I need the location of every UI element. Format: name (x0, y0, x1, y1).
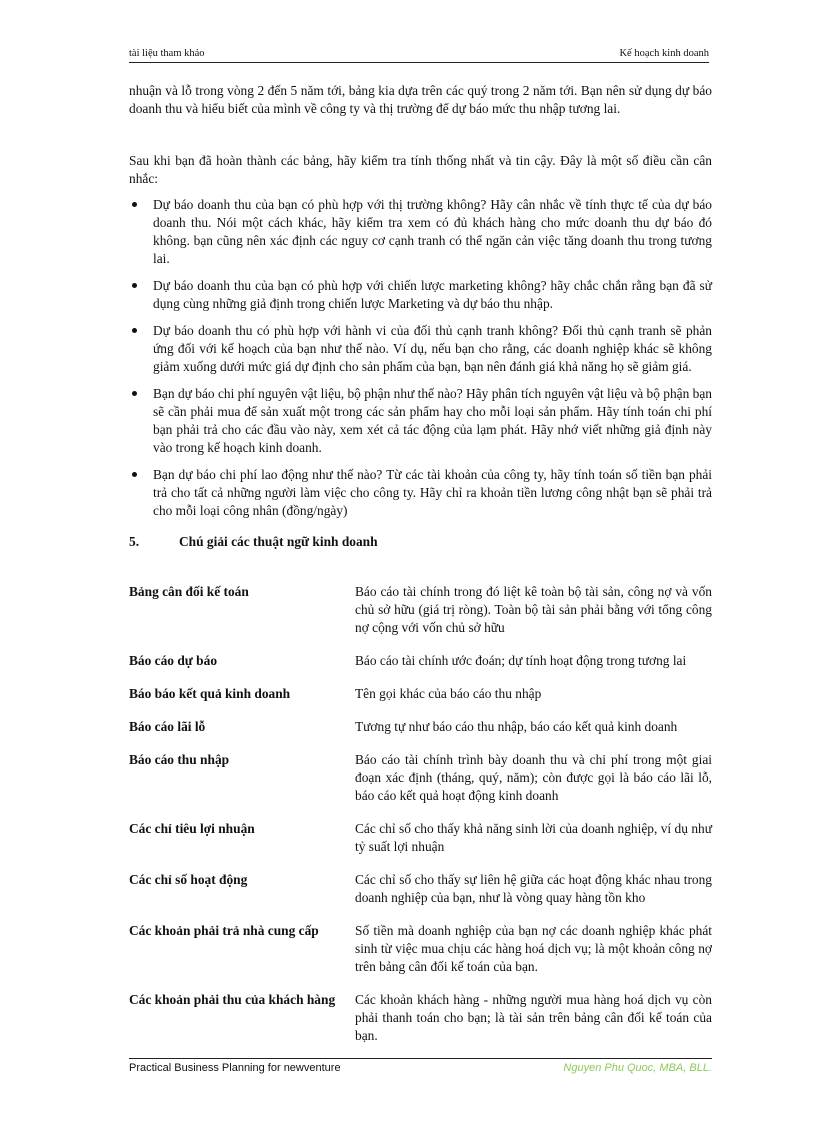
glossary-definition: Các chỉ số cho thấy sự liên hệ giữa các hoạt động khác nhau trong doanh nghiệp của bạn, như là vòng quay hàng tồn kho (355, 872, 712, 905)
glossary-definition: Tên gọi khác của báo cáo thu nhập (355, 686, 542, 701)
lead-paragraph: Sau khi bạn đã hoàn thành các bảng, hãy kiểm tra tính thống nhất và tin cậy. Đây là một số điều cần cân nhắc: (129, 153, 712, 186)
consideration-list (129, 196, 712, 520)
section-heading (129, 533, 712, 551)
bullet-icon (132, 391, 137, 396)
list-item (129, 322, 712, 376)
list-item-text: Bạn dự báo chi phí nguyên vật liệu, bộ phận như thế nào? Hãy phân tích nguyên vật liệu và bộ phận bạn sẽ cần phải mua để sản xuất một trong các sản phẩm hay cho mỗi loại sản phẩm. Hãy tính toán chi phí bạn phải trả cho các đầu vào này, xem xét cả tác động của lạm phát. Hãy nhớ viết những giả định này vào trong kế hoạch kinh doanh. (153, 386, 712, 455)
list-item (129, 385, 712, 457)
section-title: Chú giải các thuật ngữ kinh doanh (179, 534, 378, 549)
table-row (129, 922, 712, 991)
header-right-text: Kế hoạch kinh doanh (619, 48, 709, 59)
table-row (129, 871, 712, 922)
table-row (129, 991, 712, 1060)
glossary-definition: Báo cáo tài chính ước đoán; dự tính hoạt động trong tương lai (355, 653, 687, 668)
glossary-term: Báo cáo lãi lỗ (129, 719, 206, 734)
glossary-term: Các chỉ số hoạt động (129, 872, 248, 887)
glossary-definition: Các khoản khách hàng - những người mua hàng hoá dịch vụ còn phải thanh toán cho bạn; là tài sản trên bảng cân đối kế toán của bạn. (355, 992, 712, 1043)
footer-left-text: Practical Business Planning for newventure (129, 1062, 341, 1074)
table-row (129, 718, 712, 751)
glossary-term: Các khoản phải trả nhà cung cấp (129, 923, 319, 938)
intro-paragraph: nhuận và lỗ trong vòng 2 đến 5 năm tới, bảng kia dựa trên các quý trong 2 năm tới. Bạn nên sử dụng dự báo doanh thu và hiểu biết của mình về công ty và thị trường để dự báo mức thu nhập tương lai. (129, 83, 712, 116)
bullet-icon (132, 283, 137, 288)
list-item-text: Dự báo doanh thu có phù hợp với hành vi của đối thủ cạnh tranh không? Đối thủ cạnh tranh sẽ phản ứng đối với kế hoạch của bạn như thế nào. Ví dụ, nếu bạn cho rằng, các doanh nghiệp khác sẽ không giảm xuống dưới mức giá dự định cho sản phẩm của bạn, bạn nên đánh giá khả năng họ sẽ giảm giá. (153, 323, 712, 374)
glossary-term: Các chỉ tiêu lợi nhuận (129, 821, 255, 836)
footer-author-text: Nguyen Phu Quoc, MBA, BLL. (563, 1062, 712, 1074)
glossary-definition: Tương tự như báo cáo thu nhập, báo cáo kết quả kinh doanh (355, 719, 678, 734)
bullet-icon (132, 202, 137, 207)
page-content (129, 82, 712, 1060)
bullet-icon (132, 472, 137, 477)
table-row (129, 583, 712, 652)
table-row (129, 685, 712, 718)
glossary-term: Các khoản phải thu của khách hàng (129, 992, 336, 1007)
table-row (129, 820, 712, 871)
section-number: 5. (129, 534, 140, 549)
table-row (129, 751, 712, 820)
list-item-text: Dự báo doanh thu của bạn có phù hợp với chiến lược marketing không? hãy chắc chắn rằng bạn đã sử dụng cùng những giả định trong chiến lược Marketing và dự báo thu nhập. (153, 278, 712, 311)
list-item-text: Dự báo doanh thu của bạn có phù hợp với thị trường không? Hãy cân nhắc về tính thực tế của dự báo doanh thu. Nói một cách khác, hãy kiểm tra xem có đủ khách hàng cho mức doanh thu dự báo đó không. bạn cũng nên xác định các nguy cơ cạnh tranh có thể ngăn cản việc tăng doanh thu trong tương lai. (153, 197, 712, 266)
glossary-definition: Các chỉ số cho thấy khả năng sinh lời của doanh nghiệp, ví dụ như tỷ suất lợi nhuận (355, 821, 712, 854)
page-footer (129, 1058, 712, 1074)
glossary-definition: Báo cáo tài chính trong đó liệt kê toàn bộ tài sản, công nợ và vốn chủ sở hữu (giá trị ròng). Toàn bộ tài sản phải bằng với tổng công nợ cộng với vốn chủ sở hữu (355, 584, 712, 635)
list-item (129, 196, 712, 268)
glossary-term: Bảng cân đối kế toán (129, 584, 249, 599)
glossary-term: Báo cáo thu nhập (129, 752, 230, 767)
list-item (129, 277, 712, 313)
table-row (129, 652, 712, 685)
list-item (129, 466, 712, 520)
glossary-term: Báo báo kết quả kinh doanh (129, 686, 291, 701)
page-header (129, 46, 709, 63)
glossary-definition: Số tiền mà doanh nghiệp của bạn nợ các doanh nghiệp khác phát sinh từ việc mua chịu các hàng hoá dịch vụ; là một khoản công nợ trên bảng cân đối kế toán của bạn. (355, 923, 712, 974)
glossary-table (129, 583, 712, 1060)
glossary-term: Báo cáo dự báo (129, 653, 218, 668)
list-item-text: Bạn dự báo chi phí lao động như thế nào? Từ các tài khoản của công ty, hãy tính toán số tiền bạn phải trả cho tất cả những người làm việc cho công ty. Hãy chỉ ra khoản tiền lương công nhật bạn sẽ phải trả cho mỗi loại công nhân (đồng/ngày) (153, 467, 712, 518)
glossary-definition: Báo cáo tài chính trình bày doanh thu và chi phí trong một giai đoạn xác định (tháng, quý, năm); còn được gọi là báo cáo lãi lỗ, báo cáo kết quả hoạt động kinh doanh (355, 752, 712, 803)
header-left-text: tài liệu tham khảo (129, 48, 205, 59)
bullet-icon (132, 328, 137, 333)
